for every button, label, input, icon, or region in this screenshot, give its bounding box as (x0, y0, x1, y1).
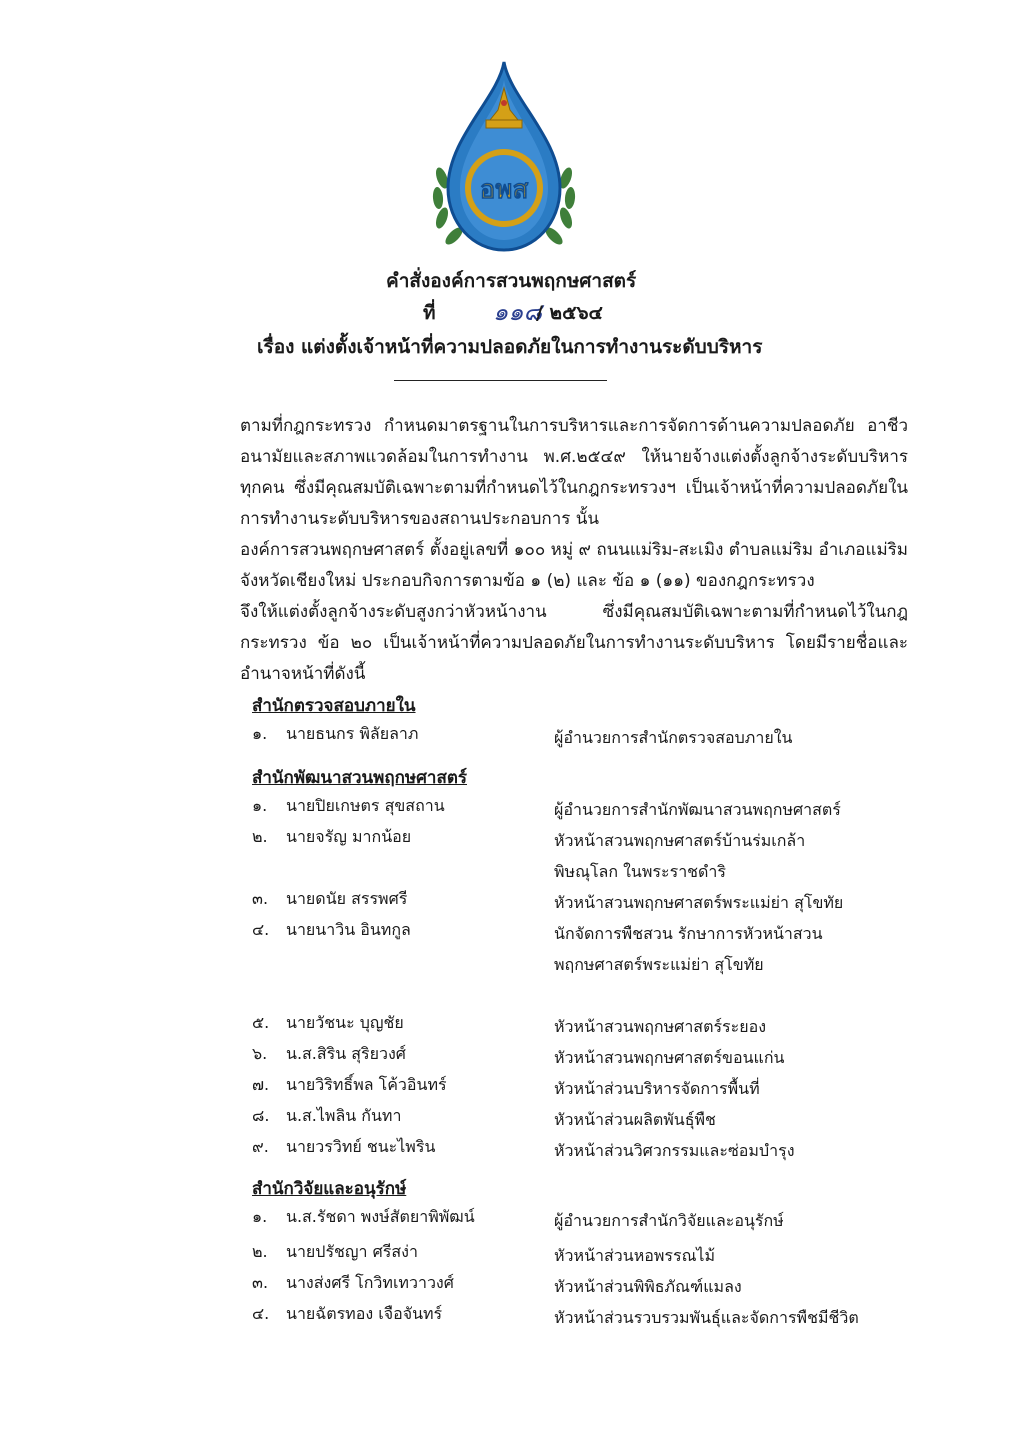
list-item: ๑. นายปิยเกษตร สุขสถาน ผู้อำนวยการสำนักพัฒนาสวนพฤกษศาสตร์ (252, 796, 841, 819)
section-title: สำนักพัฒนาสวนพฤกษศาสตร์ (252, 768, 467, 788)
list-item: ๔. นายฉัตรทอง เจือจันทร์ หัวหน้าส่วนรวบรวมพันธุ์และจัดการพืชมีชีวิต (252, 1304, 859, 1327)
list-item: ๙. นายวรวิทย์ ชนะไพริน หัวหน้าส่วนวิศวกรรมและซ่อมบำรุง (252, 1137, 795, 1160)
list-item: ๕. นายวัชนะ บุญชัย หัวหน้าสวนพฤกษศาสตร์ระยอง (252, 1013, 767, 1036)
list-item: ๑. นายธนกร พิลัยลาภ ผู้อำนวยการสำนักตรวจสอบภายใน (252, 724, 793, 747)
list-item: ๒. นายจรัญ มากน้อย หัวหน้าสวนพฤกษศาสตร์บ้านร่มเกล้า พิษณุโลก ในพระราชดำริ (252, 827, 806, 881)
list-item: ๑. น.ส.รัชดา พงษ์สัตยาพิพัฒน์ ผู้อำนวยการสำนักวิจัยและอนุรักษ์ (252, 1207, 784, 1230)
paragraph-1: ตามที่กฎกระทรวง กำหนดมาตรฐานในการบริหารและการจัดการด้านความปลอดภัย อาชีวอนามัยและสภาพแวดล้อมในการทำงาน พ.ศ.๒๕๔๙ ให้นายจ้างแต่งตั้งลูกจ้างระดับบริหารทุกคน ซึ่งมีคุณสมบัติเฉพาะตามที่กำหนดไว้ในกฎกระทรวงฯ เป็นเจ้าหน้าที่ความปลอดภัยในการทำงานระดับบริหารของสถานประกอบการ นั้น (240, 416, 908, 529)
order-number-handwritten: ๑๑๘ (493, 298, 542, 326)
paragraph-2: องค์การสวนพฤกษศาสตร์ ตั้งอยู่เลขที่ ๑๐๐ หมู่ ๙ ถนนแม่ริม-สะเมิง ตำบลแม่ริม อำเภอแม่ริม จังหวัดเชียงใหม่ ประกอบกิจการตามข้อ ๑ (๒) และ ข้อ ๑ (๑๑) ของกฎกระทรวง (240, 540, 908, 591)
order-number-year: / ๒๕๖๔ (536, 302, 603, 324)
list-item: ๖. น.ส.สิริน สุริยวงศ์ หัวหน้าสวนพฤกษศาสตร์ขอนแก่น (252, 1044, 785, 1067)
emblem-text: อพส (479, 175, 529, 205)
order-subject: เรื่อง แต่งตั้งเจ้าหน้าที่ความปลอดภัยในการทำงานระดับบริหาร (257, 336, 763, 358)
order-title: คำสั่งองค์การสวนพฤกษศาสตร์ (386, 270, 637, 292)
paragraph-3: จึงให้แต่งตั้งลูกจ้างระดับสูงกว่าหัวหน้างาน ซึ่งมีคุณสมบัติเฉพาะตามที่กำหนดไว้ในกฎกระทรวง ข้อ ๒๐ เป็นเจ้าหน้าที่ความปลอดภัยในการทำงานระดับบริหาร โดยมีรายชื่อและอำนาจหน้าที่ดังนี้ (240, 602, 908, 684)
list-item: ๓. นายดนัย สรรพศรี หัวหน้าสวนพฤกษศาสตร์พระแม่ย่า สุโขทัย (252, 889, 844, 912)
header-divider (394, 380, 607, 381)
organization-logo (428, 58, 580, 258)
order-number-label: ที่ (423, 302, 436, 324)
section-title: สำนักวิจัยและอนุรักษ์ (252, 1179, 407, 1199)
list-item: ๓. นางส่งศรี โกวิทเทวาวงศ์ หัวหน้าส่วนพิพิธภัณฑ์แมลง (252, 1273, 742, 1296)
list-item: ๘. น.ส.ไพลิน กันทา หัวหน้าส่วนผลิตพันธุ์พืช (252, 1106, 716, 1129)
list-item: ๗. นายวิริทธิ์พล โค้วอินทร์ หัวหน้าส่วนบริหารจัดการพื้นที่ (252, 1075, 760, 1098)
list-item: ๒. นายปรัชญา ศรีสง่า หัวหน้าส่วนหอพรรณไม้ (252, 1242, 716, 1265)
list-item: ๔. นายนาวิน อินทกูล นักจัดการพืชสวน รักษาการหัวหน้าสวนพฤกษศาสตร์พระแม่ย่า สุโขทัย (252, 920, 823, 974)
section-title: สำนักตรวจสอบภายใน (252, 696, 416, 716)
